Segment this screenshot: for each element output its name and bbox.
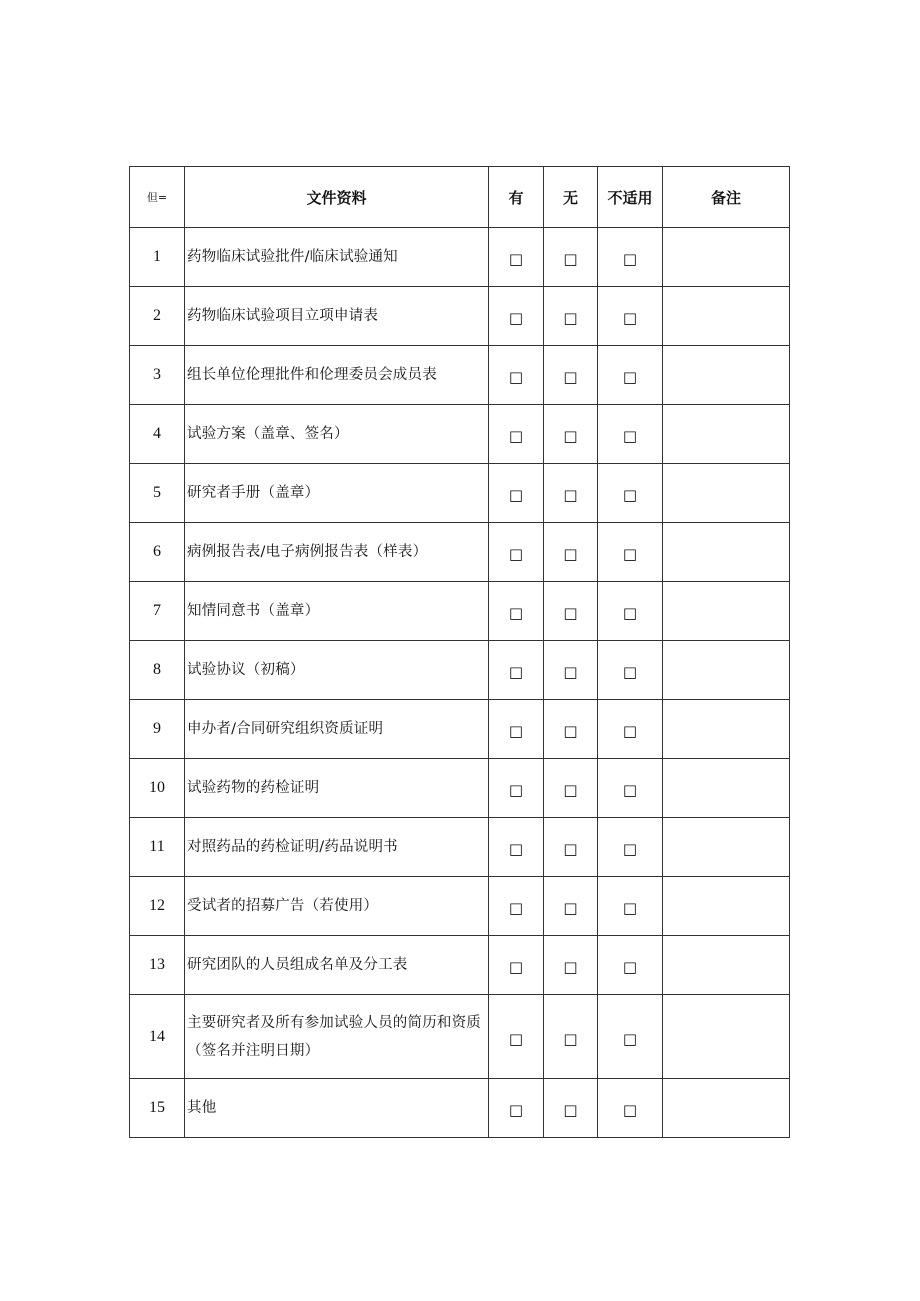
remarks-cell[interactable] <box>663 936 790 995</box>
yes-checkbox[interactable] <box>489 1079 544 1138</box>
table-row <box>130 464 790 523</box>
no-checkbox[interactable] <box>544 641 598 700</box>
no-checkbox[interactable] <box>544 936 598 995</box>
checkbox-symbol: □ <box>508 1029 524 1048</box>
table-row <box>130 523 790 582</box>
header-not-applicable: 不适用 <box>598 167 663 228</box>
remarks-cell[interactable] <box>663 464 790 523</box>
row-number: 7 <box>130 582 185 641</box>
remarks-cell[interactable] <box>663 287 790 346</box>
yes-checkbox[interactable] <box>489 700 544 759</box>
remarks-cell[interactable] <box>663 641 790 700</box>
yes-checkbox[interactable] <box>489 405 544 464</box>
remarks-cell[interactable] <box>663 1079 790 1138</box>
row-number: 12 <box>130 877 185 936</box>
checkbox-symbol: □ <box>508 663 524 681</box>
yes-checkbox[interactable] <box>489 582 544 641</box>
document-checklist-table <box>129 166 790 1138</box>
na-checkbox[interactable] <box>598 818 663 877</box>
no-checkbox[interactable] <box>544 1079 598 1138</box>
checkbox-symbol: □ <box>563 958 578 976</box>
checkbox-symbol: □ <box>563 781 578 799</box>
na-checkbox[interactable] <box>598 582 663 641</box>
remarks-cell[interactable] <box>663 523 790 582</box>
row-number: 9 <box>130 700 185 759</box>
header-no: 无 <box>544 167 598 228</box>
row-number: 13 <box>130 936 185 995</box>
table-row <box>130 759 790 818</box>
checkbox-symbol: □ <box>508 250 524 268</box>
table-row <box>130 818 790 877</box>
checkbox-symbol: □ <box>622 368 638 386</box>
remarks-cell[interactable] <box>663 405 790 464</box>
row-number: 5 <box>130 464 185 523</box>
checkbox-symbol: □ <box>622 899 638 917</box>
remarks-cell[interactable] <box>663 759 790 818</box>
checkbox-symbol: □ <box>622 309 638 327</box>
header-yes: 有 <box>489 167 544 228</box>
yes-checkbox[interactable] <box>489 877 544 936</box>
checkbox-symbol: □ <box>622 604 638 622</box>
row-number: 2 <box>130 287 185 346</box>
table-row <box>130 877 790 936</box>
remarks-cell[interactable] <box>663 228 790 287</box>
yes-checkbox[interactable] <box>489 287 544 346</box>
remarks-cell[interactable] <box>663 700 790 759</box>
checkbox-symbol: □ <box>622 958 638 976</box>
no-checkbox[interactable] <box>544 877 598 936</box>
checkbox-symbol: □ <box>508 309 524 327</box>
yes-checkbox[interactable] <box>489 995 544 1079</box>
yes-checkbox[interactable] <box>489 464 544 523</box>
na-checkbox[interactable] <box>598 346 663 405</box>
na-checkbox[interactable] <box>598 877 663 936</box>
document-name: 试验协议（初稿） <box>185 641 489 700</box>
checkbox-symbol: □ <box>563 722 578 740</box>
no-checkbox[interactable] <box>544 228 598 287</box>
document-name: 药物临床试验批件/临床试验通知 <box>185 228 489 287</box>
no-checkbox[interactable] <box>544 582 598 641</box>
na-checkbox[interactable] <box>598 228 663 287</box>
row-number: 4 <box>130 405 185 464</box>
document-name: 病例报告表/电子病例报告表（样表） <box>185 523 489 582</box>
yes-checkbox[interactable] <box>489 228 544 287</box>
checkbox-symbol: □ <box>563 604 578 622</box>
checkbox-symbol: □ <box>622 427 638 445</box>
remarks-cell[interactable] <box>663 995 790 1079</box>
checkbox-symbol: □ <box>508 604 524 622</box>
checkbox-symbol: □ <box>508 1101 524 1119</box>
checkbox-symbol: □ <box>508 899 524 917</box>
row-number: 6 <box>130 523 185 582</box>
no-checkbox[interactable] <box>544 700 598 759</box>
checkbox-symbol: □ <box>508 486 524 504</box>
checkbox-symbol: □ <box>622 250 638 268</box>
na-checkbox[interactable] <box>598 464 663 523</box>
yes-checkbox[interactable] <box>489 346 544 405</box>
header-row <box>130 167 790 228</box>
table-row <box>130 995 790 1079</box>
checkbox-symbol: □ <box>622 840 638 858</box>
checkbox-symbol: □ <box>508 840 524 858</box>
document-name: 其他 <box>185 1079 489 1138</box>
no-checkbox[interactable] <box>544 523 598 582</box>
table-row <box>130 582 790 641</box>
table-row <box>130 641 790 700</box>
remarks-cell[interactable] <box>663 877 790 936</box>
row-number: 1 <box>130 228 185 287</box>
row-number: 11 <box>130 818 185 877</box>
na-checkbox[interactable] <box>598 287 663 346</box>
document-name: 研究团队的人员组成名单及分工表 <box>185 936 489 995</box>
table-row <box>130 405 790 464</box>
checkbox-symbol: □ <box>563 840 578 858</box>
row-number: 3 <box>130 346 185 405</box>
no-checkbox[interactable] <box>544 405 598 464</box>
checkbox-symbol: □ <box>622 1029 638 1048</box>
document-name: 受试者的招募广告（若使用） <box>185 877 489 936</box>
checkbox-symbol: □ <box>508 427 524 445</box>
table-row <box>130 346 790 405</box>
na-checkbox[interactable] <box>598 700 663 759</box>
yes-checkbox[interactable] <box>489 818 544 877</box>
header-index: 但= <box>130 167 185 228</box>
na-checkbox[interactable] <box>598 936 663 995</box>
remarks-cell[interactable] <box>663 582 790 641</box>
no-checkbox[interactable] <box>544 287 598 346</box>
checkbox-symbol: □ <box>563 899 578 917</box>
checkbox-symbol: □ <box>563 1101 578 1119</box>
document-name: 组长单位伦理批件和伦理委员会成员表 <box>185 346 489 405</box>
checkbox-symbol: □ <box>563 427 578 445</box>
document-name: 试验方案（盖章、签名） <box>185 405 489 464</box>
table-body <box>130 228 790 1138</box>
checkbox-symbol: □ <box>563 663 578 681</box>
document-name: 知情同意书（盖章） <box>185 582 489 641</box>
checkbox-symbol: □ <box>622 1101 638 1119</box>
header-document: 文件资料 <box>185 167 489 228</box>
no-checkbox[interactable] <box>544 818 598 877</box>
table-row <box>130 228 790 287</box>
row-number: 8 <box>130 641 185 700</box>
checkbox-symbol: □ <box>563 545 578 563</box>
na-checkbox[interactable] <box>598 759 663 818</box>
document-name: 药物临床试验项目立项申请表 <box>185 287 489 346</box>
checkbox-symbol: □ <box>508 368 524 386</box>
document-name: 申办者/合同研究组织资质证明 <box>185 700 489 759</box>
table-row <box>130 1079 790 1138</box>
document-name: 试验药物的药检证明 <box>185 759 489 818</box>
checkbox-symbol: □ <box>563 1029 578 1048</box>
yes-checkbox[interactable] <box>489 641 544 700</box>
header-remarks: 备注 <box>663 167 790 228</box>
table-row <box>130 700 790 759</box>
document-name: 对照药品的药检证明/药品说明书 <box>185 818 489 877</box>
checkbox-symbol: □ <box>508 958 524 976</box>
row-number: 15 <box>130 1079 185 1138</box>
no-checkbox[interactable] <box>544 759 598 818</box>
checkbox-symbol: □ <box>508 545 524 563</box>
yes-checkbox[interactable] <box>489 523 544 582</box>
row-number: 14 <box>130 995 185 1079</box>
checkbox-symbol: □ <box>508 722 524 740</box>
yes-checkbox[interactable] <box>489 759 544 818</box>
remarks-cell[interactable] <box>663 818 790 877</box>
document-name: 主要研究者及所有参加试验人员的简历和资质（签名并注明日期） <box>185 995 489 1079</box>
checkbox-symbol: □ <box>622 663 638 681</box>
checkbox-symbol: □ <box>563 368 578 386</box>
na-checkbox[interactable] <box>598 1079 663 1138</box>
na-checkbox[interactable] <box>598 523 663 582</box>
no-checkbox[interactable] <box>544 995 598 1079</box>
no-checkbox[interactable] <box>544 464 598 523</box>
document-name: 研究者手册（盖章） <box>185 464 489 523</box>
checkbox-symbol: □ <box>563 250 578 268</box>
checkbox-symbol: □ <box>622 781 638 799</box>
table-row <box>130 936 790 995</box>
remarks-cell[interactable] <box>663 346 790 405</box>
checkbox-symbol: □ <box>622 722 638 740</box>
no-checkbox[interactable] <box>544 346 598 405</box>
yes-checkbox[interactable] <box>489 936 544 995</box>
checkbox-symbol: □ <box>622 545 638 563</box>
checkbox-symbol: □ <box>563 486 578 504</box>
na-checkbox[interactable] <box>598 995 663 1079</box>
checkbox-symbol: □ <box>563 309 578 327</box>
checkbox-symbol: □ <box>508 781 524 799</box>
table-row <box>130 287 790 346</box>
na-checkbox[interactable] <box>598 641 663 700</box>
row-number: 10 <box>130 759 185 818</box>
checkbox-symbol: □ <box>622 486 638 504</box>
na-checkbox[interactable] <box>598 405 663 464</box>
